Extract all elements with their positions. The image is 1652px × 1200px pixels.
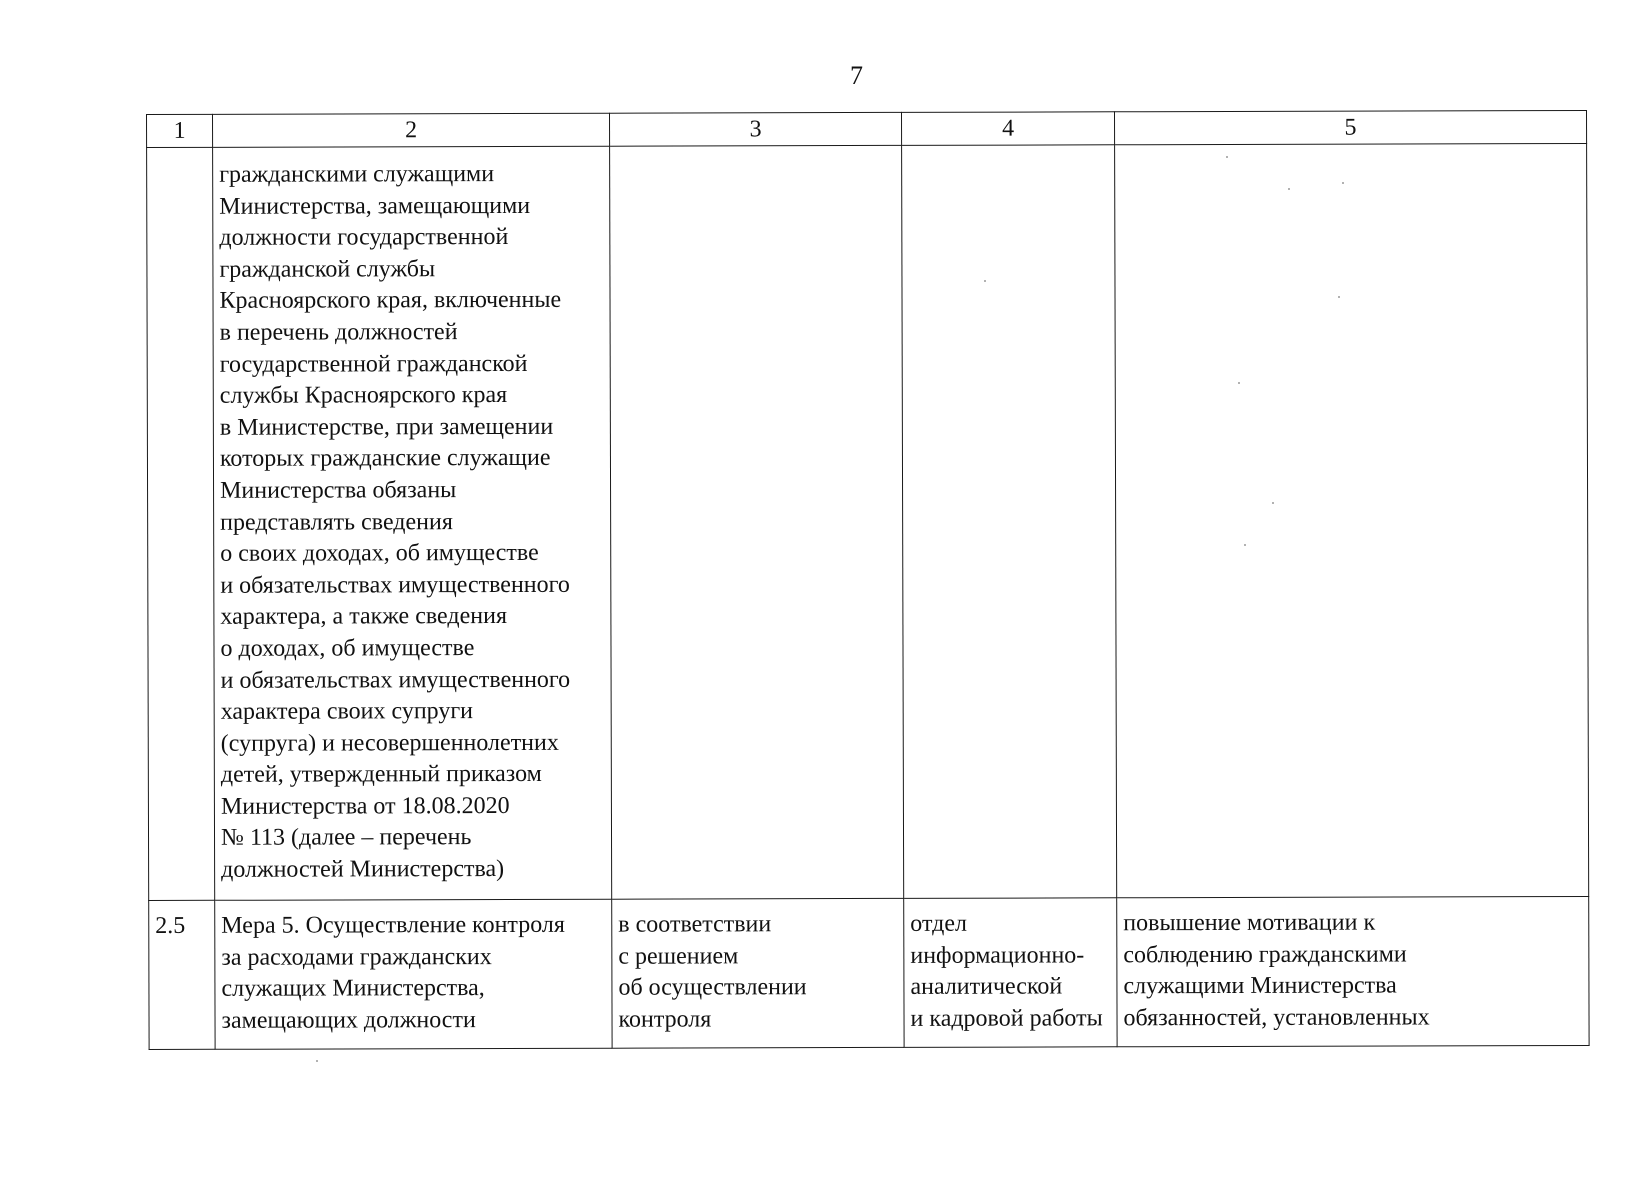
page-number: 7 [850,61,863,90]
table-header-row [147,110,1587,147]
cell-responsible: отдел информационно- аналитической и кадровой работы [904,898,1117,1048]
table-row [149,896,1589,1049]
cell-number: 2.5 [149,900,215,1049]
scan-speck [316,1060,318,1062]
cell-responsible [902,145,1117,899]
scan-speck [1238,382,1240,384]
scan-speck [1338,296,1340,298]
cell-measure: гражданскими служащими Министерства, замещающими должности государственной гражданской службы Красноярского края, включенные в перечень должностей государственной гражданской службы Красноярского края в Министерстве, при замещении которых гражданские служащие Министерства обязаны представлять сведения о своих доходах, об имуществе и обязательствах имущественного характера, а также сведения о доходах, об имуществе и обязательствах имущественного характера своих супруги (супруга) и несовершеннолетних детей, утвержденный приказом Министерства от 18.08.2020 № 113 (далее – перечень должностей Министерства) [213,146,612,900]
cell-result [1115,143,1589,897]
cell-measure: Мера 5. Осуществление контроля за расходами гражданских служащих Министерства, замещающих должности [215,899,612,1049]
header-col-3: 3 [609,112,901,146]
scan-speck [1272,502,1274,504]
header-col-4: 4 [901,112,1114,146]
cell-deadline: в соответствии с решением об осуществлении контроля [612,898,904,1048]
scan-speck [1244,544,1246,546]
table-row [147,143,1589,900]
header-col-5: 5 [1114,110,1586,144]
header-col-1: 1 [147,114,213,147]
cell-deadline [610,145,904,899]
measures-table [146,110,1590,1050]
cell-result: повышение мотивации к соблюдению гражданскими служащими Министерства обязанностей, установленных [1117,896,1589,1046]
scan-speck [1288,188,1290,190]
cell-number [147,147,215,900]
header-col-2: 2 [213,113,610,147]
scan-speck [1342,182,1344,184]
scan-speck [1226,156,1228,158]
scan-speck [984,280,986,282]
